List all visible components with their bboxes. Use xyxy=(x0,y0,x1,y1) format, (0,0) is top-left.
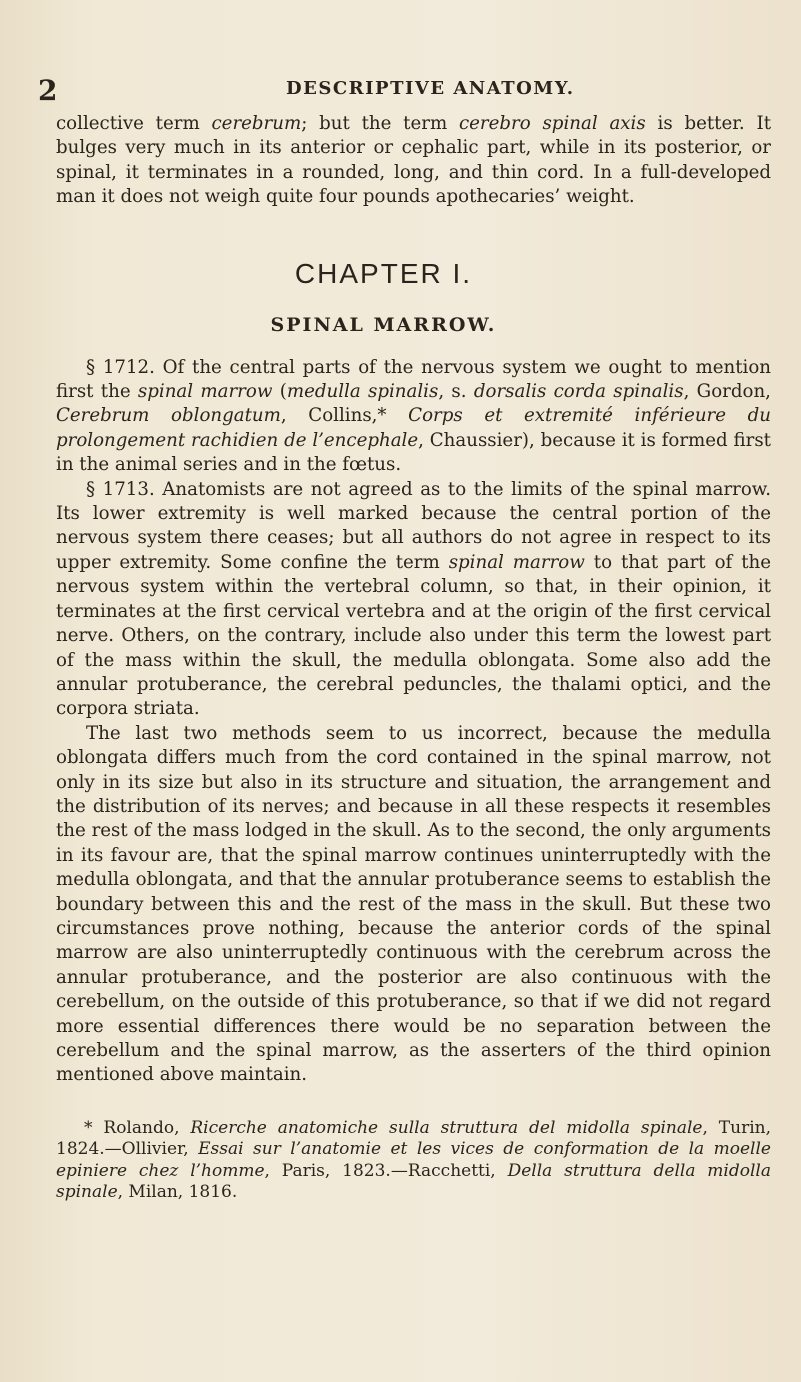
s1712-text-4: , Gordon, xyxy=(683,381,771,403)
intro-text-3: is better. It bulges very much in its anterior or cephalic part, while in its posterior, or spinal, it terminates in a rounded, long, and thin cord. In a full-developed man it does not weigh quite four pounds apothecaries’ weight. xyxy=(56,113,771,208)
intro-italic-1: cerebrum xyxy=(211,113,302,134)
page-number: 2 xyxy=(38,74,58,107)
s1713-italic-1: spinal marrow xyxy=(448,551,585,573)
footnote-text-1: * Rolando, xyxy=(84,1117,191,1138)
page-content xyxy=(56,112,771,1204)
footnote-text-2: , Turin, 1824.—Ollivier, xyxy=(56,1117,771,1160)
intro-text-2: ; but the term xyxy=(301,113,459,134)
footnote xyxy=(56,1118,771,1204)
paragraph-1713 xyxy=(56,478,771,722)
footnote-italic-3: Della struttura della midolla spinale xyxy=(56,1160,771,1203)
s1712-italic-1: spinal marrow xyxy=(137,381,273,403)
footnote-italic-1: Ricerche anatomiche sulla struttura del midolla spinale xyxy=(190,1117,703,1138)
section-title: SPINAL MARROW. xyxy=(270,313,497,336)
s1712-text-2: ( xyxy=(272,381,287,403)
s1712-text-3: , s. xyxy=(438,381,474,403)
paragraph-last-two: The last two methods seem to us incorrect, because the medulla oblongata differs much from the cord contained in the spinal marrow, not only in its size but also in its structure and situation, the arrangement and the distribution of its nerves; and because in all these respects it resembles the rest of the mass lodged in the skull. As to the second, the only arguments in its favour are, that the spinal marrow continues uninterruptedly with the medulla oblongata, and that the annular protuberance seems to establish the boundary between this and the rest of the mass in the skull. But these two circumstances prove nothing, because the anterior cords of the spinal marrow are also uninterruptedly continuous with the cerebrum across the annular protuberance, and the posterior are also continuous with the cerebellum, on the outside of this protuberance, so that if we did not regard more essential differences there would be no separation between the cerebellum and the spinal marrow, as the asserters of the third opinion mentioned above maintain. xyxy=(56,722,771,1086)
intro-italic-2: cerebro spinal axis xyxy=(458,113,646,134)
s1713-text-2: to that part of the nervous system within the vertebral column, so that, in their opinion, it terminates at the first cervical vertebra and at the origin of the first cervical nerve. Others, on the contrary, include also under this term the lowest part of the mass within the skull, the medulla oblongata. Some also add the annular protuberance, the cerebral peduncles, the thalami optici, and the corpora striata. xyxy=(56,551,771,720)
running-head: DESCRIPTIVE ANATOMY. xyxy=(286,78,575,99)
chapter-title: CHAPTER I. xyxy=(294,257,473,289)
footnote-text-4: , Milan, 1816. xyxy=(117,1182,238,1203)
s1712-italic-2: medulla spinalis xyxy=(286,381,439,403)
paragraph-1712 xyxy=(56,356,771,478)
s1712-italic-3: dorsalis corda spinalis xyxy=(473,381,684,403)
footnote-italic-2: Essai sur l’anatomie et les vices de conformation de la moelle epiniere chez l’homme xyxy=(56,1139,771,1181)
footnote-text xyxy=(56,1118,771,1204)
footnote-text-3: , Paris, 1823.—Racchetti, xyxy=(264,1160,508,1181)
intro-paragraph xyxy=(56,112,771,210)
s1712-text-5: , Collins,* xyxy=(280,405,409,427)
s1712-text-1: § 1712. Of the central parts of the nervous system we ought to mention first the xyxy=(56,356,771,403)
s1712-italic-4: Cerebrum oblongatum xyxy=(56,405,281,427)
s1712-italic-5: Corps et extremité inférieure du prolongement rachidien de l’encephale xyxy=(56,405,771,451)
s1713-text-1: § 1713. Anatomists are not agreed as to the limits of the spinal marrow. Its lower extremity is well marked because the central portion of the nervous system there ceases; but all authors do not agree in respect to its upper extremity. Some confine the term xyxy=(56,478,771,573)
intro-text-1: collective term xyxy=(56,113,212,134)
s1712-text-6: , Chaussier), because it is formed first in the animal series and in the fœtus. xyxy=(56,429,771,476)
